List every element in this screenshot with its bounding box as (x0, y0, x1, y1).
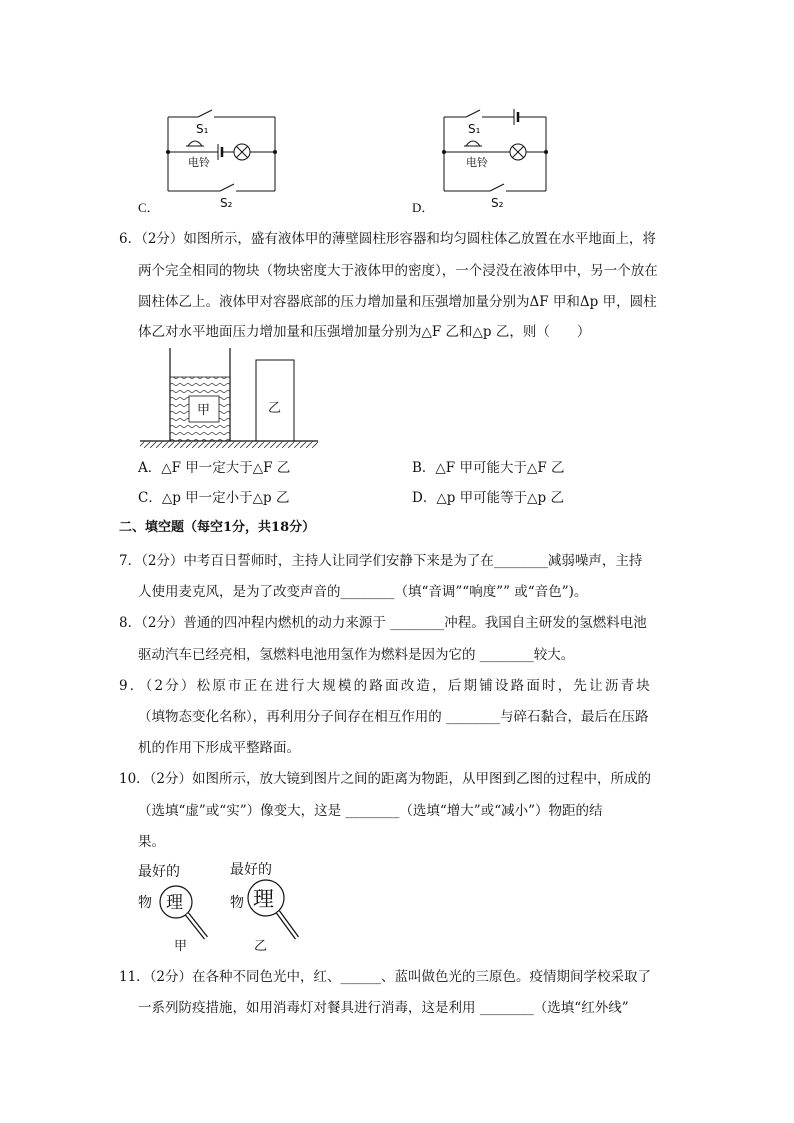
q6-option-d: D．△p 甲可能等于△p 乙 (412, 490, 564, 506)
q8-line-1: 8．（2分）普通的四冲程内燃机的动力来源于 ________冲程。我国自主研发的氢燃料电池 (119, 615, 647, 631)
circuit-d-s2: S₂ (491, 196, 504, 210)
q10-jia-li-label: 理 (166, 893, 183, 913)
circuit-d-s1: S₁ (468, 122, 481, 136)
q6-figure-svg (138, 346, 320, 452)
q6-line-4: 体乙对水平地面压力增加量和压强增加量分别为△F 乙和△p 乙，则（ ） (138, 324, 591, 340)
q10-yi-wu-label: 物 (230, 895, 244, 911)
section-heading-fill-in: 二、填空题（每空1分，共18分） (119, 520, 316, 535)
q10-yi-caption: 乙 (254, 939, 268, 954)
q6-line-2: 两个完全相同的物块（物块密度大于液体甲的密度），一个浸没在液体甲中，另一个放在 (138, 263, 658, 279)
q7-line-2: 人使用麦克风，是为了改变声音的________（填“音调”“响度”” 或“音色”)。 (138, 584, 588, 600)
q9-line-2: （填物态变化名称），再利用分子间存在相互作用的 ________与碎石黏合，最后在压路 (138, 709, 649, 725)
circuit-c-letter: C． (138, 200, 160, 215)
q10-figure-jia (136, 858, 216, 954)
circuit-c-svg (160, 100, 280, 210)
q10-yi-best-label: 最好的 (230, 862, 272, 878)
q6-figure (138, 346, 320, 452)
q6-line-3: 圆柱体乙上。液体甲对容器底部的压力增加量和压强增加量分别为ΔF 甲和Δp 甲，圆柱 (138, 294, 657, 310)
circuit-c-s2: S₂ (220, 196, 233, 210)
q11-line-2: 一系列防疫措施，如用消毒灯对餐具进行消毒，这是利用 ________（选填“红外线” (138, 1000, 629, 1016)
q9-line-3: 机的作用下形成平整路面。 (138, 740, 300, 756)
circuit-c-s1: S₁ (196, 122, 209, 136)
q6-yi-label: 乙 (268, 401, 282, 416)
q11-line-1: 11．（2分）在各种不同色光中，红、______、蓝叫做色光的三原色。疫情期间学校采取了 (119, 969, 652, 985)
circuit-diagram-c (160, 100, 280, 210)
q10-line-2: （选填“虚”或“实”）像变大，这是 ________（选填“增大”或“减小”）物距的结 (138, 803, 603, 819)
q10-jia-svg (136, 858, 216, 954)
q10-yi-svg (228, 856, 308, 954)
q9-line-1: 9．（2分）松原市正在进行大规模的路面改造，后期铺设路面时，先让沥青块 (119, 678, 652, 694)
circuit-c-bell-label: 电铃 (188, 156, 210, 169)
q6-jia-label: 甲 (197, 403, 211, 418)
q10-jia-caption: 甲 (174, 939, 188, 954)
circuit-d-svg (436, 100, 556, 210)
q10-yi-li-label: 理 (253, 887, 274, 911)
circuit-diagram-d (436, 100, 556, 210)
q8-line-2: 驱动汽车已经亮相，氢燃料电池用氢作为燃料是因为它的 ________较大。 (138, 647, 575, 663)
circuit-d-letter: D． (412, 200, 435, 215)
circuit-d-bell-label: 电铃 (466, 156, 488, 169)
q10-jia-best-label: 最好的 (138, 864, 180, 880)
q10-jia-wu-label: 物 (138, 895, 152, 911)
q6-option-b: B．△F 甲可能大于△F 乙 (412, 460, 565, 476)
q7-line-1: 7．（2分）中考百日誓师时，主持人让同学们安静下来是为了在________减弱噪声，主持 (119, 553, 643, 569)
q6-option-a: A．△F 甲一定大于△F 乙 (138, 460, 291, 476)
q10-line-3: 果。 (138, 834, 165, 850)
q6-line-1: 6．（2分）如图所示，盛有液体甲的薄壁圆柱形容器和均匀圆柱体乙放置在水平地面上，将 (119, 231, 656, 247)
q6-option-c: C．△p 甲一定小于△p 乙 (138, 490, 290, 506)
q10-figure-yi (228, 856, 308, 954)
q10-line-1: 10．（2分）如图所示，放大镜到图片之间的距离为物距，从甲图到乙图的过程中，所成的 (119, 771, 652, 787)
